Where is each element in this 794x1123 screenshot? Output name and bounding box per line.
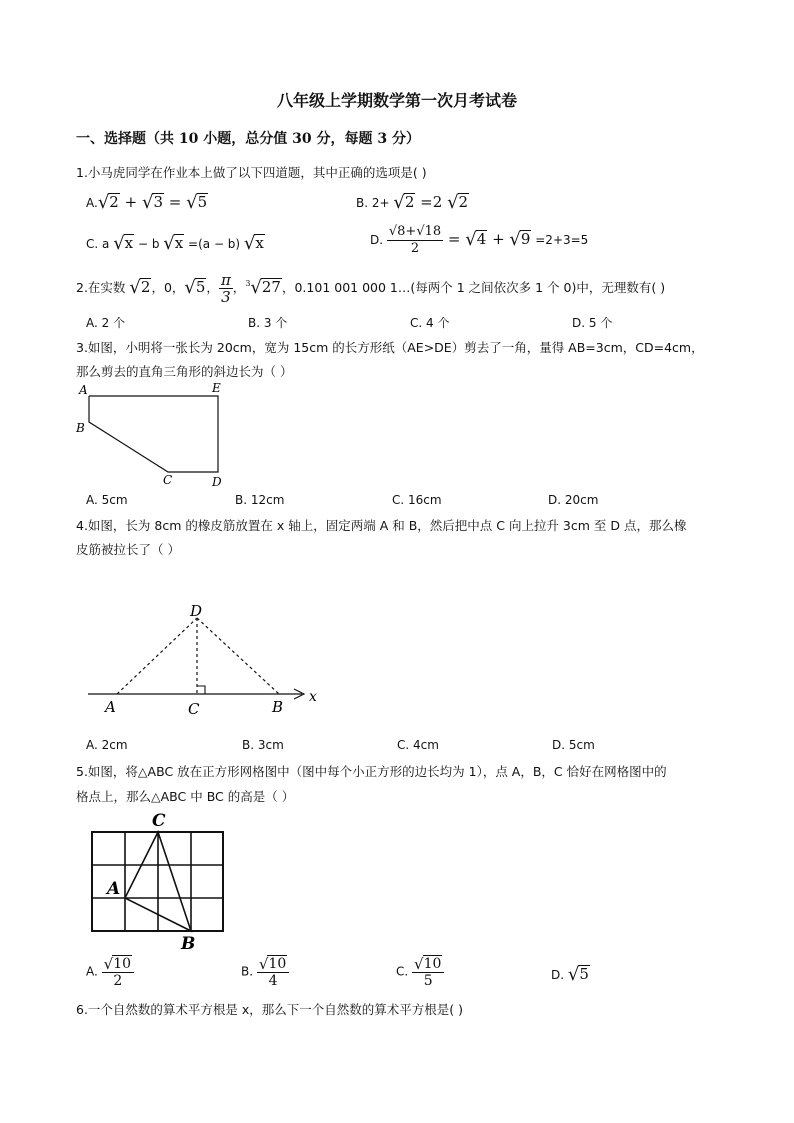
fraction-numerator: √8+√18 xyxy=(388,224,442,239)
radicand: 10 xyxy=(113,956,132,972)
operator: + xyxy=(487,230,510,248)
radicand: 2 xyxy=(404,193,415,211)
q5-option-c: C. $\frac{√10}{5}$ xyxy=(396,955,444,989)
q1-option-c: C. a √x − b √x =(a − b) √x xyxy=(86,233,264,254)
q3-option-b: B. 12cm xyxy=(235,493,285,507)
dashed-ad xyxy=(117,618,197,694)
q1-option-d: D. $\frac{√8+√18}{2}$ = √4 + √9 =2+3=5 xyxy=(370,224,589,256)
q4-option-b: B. 3cm xyxy=(242,738,284,752)
q1-option-a: A.√2 + √3 = √5 xyxy=(86,192,208,213)
label-c: C xyxy=(188,700,200,718)
q4-option-a: A. 2cm xyxy=(86,738,128,752)
radicand: x xyxy=(174,234,184,252)
label-b: B xyxy=(272,698,284,716)
radicand: 2 xyxy=(458,193,469,211)
label-b: B xyxy=(76,421,85,435)
radicand: x xyxy=(124,234,134,252)
radicand: 5 xyxy=(579,965,589,983)
q4-figure xyxy=(80,598,340,720)
q5-line1: 5.如图，将△ABC 放在正方形网格图中（图中每个小正方形的边长均为 1），点 A，B，C 恰好在网格图中的 xyxy=(76,764,667,779)
label-d: D xyxy=(190,602,203,620)
fraction-denominator: 2 xyxy=(113,973,123,989)
option-label: A. xyxy=(86,196,98,210)
radicand: 4 xyxy=(476,230,487,248)
operator: = xyxy=(443,230,466,248)
q3-option-c: C. 16cm xyxy=(392,493,442,507)
q3-option-d: D. 20cm xyxy=(548,493,599,507)
radicand: 3 xyxy=(153,193,163,211)
q2-stem: 2.在实数 √2，0，√5， $\frac{\pi}{3}$ ，$^3$√27，0.101 001 000 1…(每两个 1 之间依次多 1 个 0)中，无理数有( ) xyxy=(76,271,666,306)
label-c: C xyxy=(163,473,173,487)
operator: =2 xyxy=(415,193,448,211)
label-a: A xyxy=(79,383,88,397)
radicand: 5 xyxy=(195,278,206,296)
separator: ， xyxy=(206,280,219,295)
fraction-denominator: 2 xyxy=(410,241,420,256)
q5-option-d: D. √5 xyxy=(551,964,589,985)
q4-option-c: C. 4cm xyxy=(397,738,439,752)
radicand: x xyxy=(255,234,264,252)
label-e: E xyxy=(212,381,221,395)
q2-text-post: ，0.101 001 000 1…(每两个 1 之间依次多 1 个 0)中，无理数有( ) xyxy=(281,280,666,295)
page-title: 八年级上学期数学第一次月考试卷 xyxy=(276,91,517,110)
q5-option-a: A. $\frac{√10}{2}$ xyxy=(86,955,134,989)
label-b: B xyxy=(181,934,196,954)
option-label: D. xyxy=(370,233,387,247)
option-label: C. xyxy=(396,964,413,979)
dashed-db xyxy=(197,618,279,694)
q3-option-a: A. 5cm xyxy=(86,493,128,507)
q6-stem: 6.一个自然数的算术平方根是 x，那么下一个自然数的算术平方根是( ) xyxy=(76,1002,464,1017)
q3-line2: 那么剪去的直角三角形的斜边长为（ ） xyxy=(76,364,293,379)
fraction-denominator: 4 xyxy=(268,973,278,989)
q4-option-d: D. 5cm xyxy=(552,738,595,752)
option-label: D. xyxy=(551,968,568,982)
label-d: D xyxy=(212,475,222,489)
q3-figure xyxy=(70,380,240,490)
label-x: x xyxy=(309,689,317,705)
q2-option-d: D. 5 个 xyxy=(572,316,613,330)
q3-line1: 3.如图，小明将一张长为 20cm，宽为 15cm 的长方形纸（AE>DE）剪去了一角，量得 AB=3cm，CD=4cm， xyxy=(76,340,704,355)
label-a: A xyxy=(107,879,121,899)
separator: ， xyxy=(232,280,246,295)
label-a: A xyxy=(105,698,116,716)
radicand: 27 xyxy=(261,278,281,296)
option-label: C. a xyxy=(86,237,114,251)
fraction-denominator: 5 xyxy=(423,973,433,989)
separator: ，0， xyxy=(151,280,185,295)
cut-paper-outline xyxy=(89,396,218,472)
operator: =(a − b) xyxy=(184,237,244,251)
option-label: B. xyxy=(241,964,257,979)
q4-line2: 皮筋被拉长了（ ） xyxy=(76,542,180,557)
operator: + xyxy=(119,193,142,211)
root-index: 3 xyxy=(245,279,251,288)
q2-option-c: C. 4 个 xyxy=(410,316,450,330)
radicand: 2 xyxy=(109,193,119,211)
radicand: 10 xyxy=(268,956,287,972)
q5-line2: 格点上，那么△ABC 中 BC 的高是（ ） xyxy=(76,789,295,804)
radicand: 10 xyxy=(423,956,442,972)
q1-option-b: B. 2+ √2 =2 √2 xyxy=(356,192,469,213)
radicand: 2 xyxy=(140,278,151,296)
option-label: B. 2+ xyxy=(356,196,394,210)
q2-text-pre: 2.在实数 xyxy=(76,280,130,295)
radicand: 9 xyxy=(520,230,531,248)
option-label: A. xyxy=(86,964,102,979)
q5-figure xyxy=(84,806,234,956)
q1-stem: 1.小马虎同学在作业本上做了以下四道题，其中正确的选项是( ) xyxy=(76,165,427,180)
q2-option-b: B. 3 个 xyxy=(248,316,288,330)
operator: = xyxy=(163,193,187,211)
pi-symbol: π xyxy=(220,271,231,289)
q4-line1: 4.如图，长为 8cm 的橡皮筋放置在 x 轴上，固定两端 A 和 B，然后把中点 C 向上拉升 3cm 至 D 点，那么橡 xyxy=(76,518,687,533)
fraction-denominator: 3 xyxy=(221,288,231,306)
q5-option-b: B. $\frac{√10}{4}$ xyxy=(241,955,289,989)
answer-tail: =2+3=5 xyxy=(531,233,589,247)
q2-option-a: A. 2 个 xyxy=(86,316,126,330)
right-angle-mark xyxy=(197,686,205,694)
operator: − b xyxy=(134,237,164,251)
section-heading: 一、选择题（共 10 小题，总分值 30 分，每题 3 分） xyxy=(76,131,420,147)
label-c: C xyxy=(152,811,166,831)
radicand: 5 xyxy=(197,193,208,211)
